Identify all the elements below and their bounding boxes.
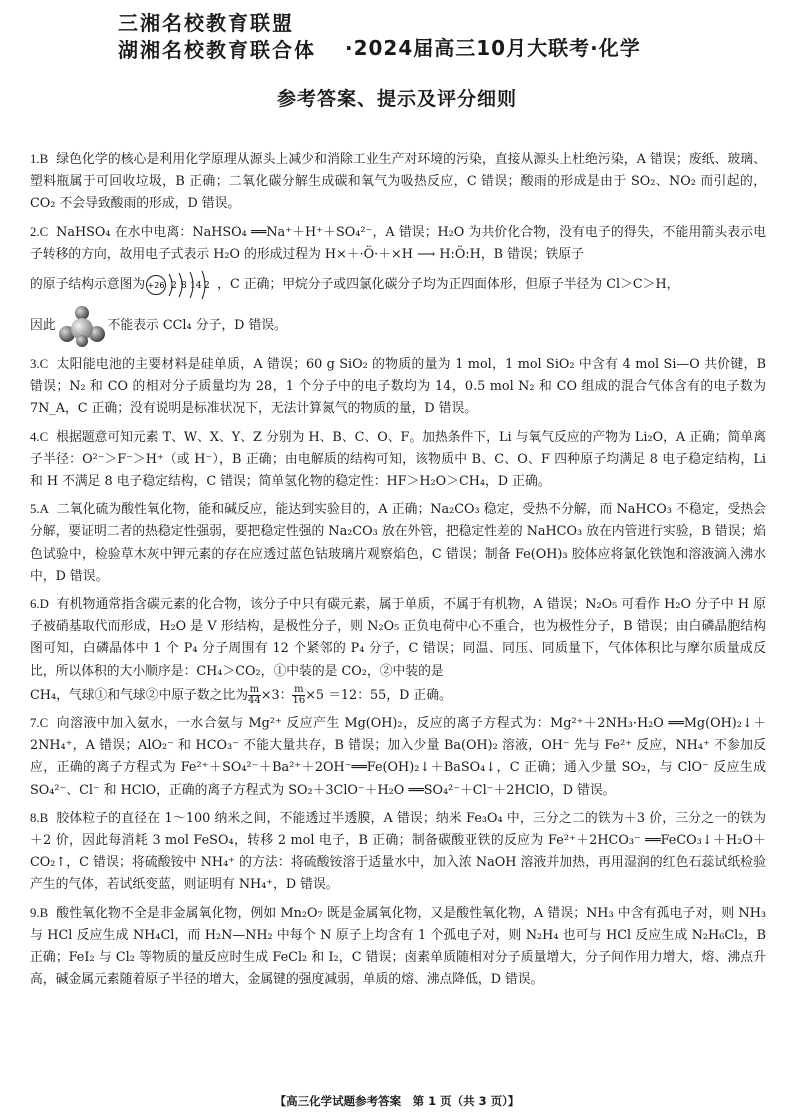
nucleus-label: +26	[147, 281, 165, 291]
answer-5	[30, 498, 766, 588]
iron-atom-structure-diagram	[145, 268, 217, 302]
answer-text: 胶体粒子的直径在 1～100 纳米之间，不能透过半透膜，A 错误；纳米 Fe₃O₄ 中，三分之二的铁为＋3 价，三分之一的铁为＋2 价，因此每消耗 3 mol FeSO₄，转移 2 mol 电子，B 正确；制备碳酸亚铁的反应为 Fe²⁺＋2HCO₃⁻ ══FeCO₃↓＋H₂O＋CO₂↑，C 错误；将硫酸铵中 NH₄⁺ 的方法：将硫酸铵溶于适量水中，加入浓 NaOH 溶液并加热，再用湿润的红色石蕊试纸检验产生的气体，若试纸变蓝，则证明有 NH₄⁺，D 错误。	[30, 810, 766, 893]
answer-8	[30, 807, 766, 897]
answer-number: 3.C	[30, 357, 49, 372]
svg-text:2: 2	[204, 281, 210, 292]
answer-4	[30, 426, 766, 494]
org-name-1: 三湘名校教育联盟	[118, 11, 294, 35]
answer-text: NaHSO₄ 在水中电离：NaHSO₄ ══Na⁺＋H⁺＋SO₄²⁻，A 错误；H₂O 为共价化合物，没有电子的得失，不能用箭头表示电子转移的方向，故用电子式表示 H₂O 的形成过程为 H×＋·Ö·＋×H ⟶ H:Ö:H，B 错误；铁原子	[30, 224, 766, 262]
organization-names	[118, 10, 316, 64]
fraction-m-16: $\frac{m}{16}$	[292, 684, 306, 707]
org-name-2: 湖湘名校教育联合体	[118, 38, 316, 62]
answer-text: 根据题意可知元素 T、W、X、Y、Z 分别为 H、B、C、O、F。加热条件下，Li 与氧气反应的产物为 Li₂O，A 正确；简单离子半径：O²⁻＞F⁻＞H⁺（或 H⁻），B 正确；由电解质的结构可知，该物质中 B、C、O、F 四种原子均满足 8 电子稳定结构，Li 和 H 不满足 8 电子稳定结构，C 错误；简单氢化物的稳定性：HF＞H₂O＞CH₄，D 正确。	[30, 429, 766, 490]
answer-number: 5.A	[30, 502, 49, 517]
methane-ball-model-image	[56, 304, 108, 348]
exam-title: ·2024届高三10月大联考·化学	[345, 36, 641, 60]
answer-2: 2.C NaHSO₄ 在水中电离：NaHSO₄ ══Na⁺＋H⁺＋SO₄²⁻，A 错误；H₂O 为共价化合物，没有电子的得失，不能用箭头表示电子转移的方向，故用电子式表示 H₂O 的形成过程为 H×＋·Ö·＋×H ⟶ H:Ö:H，B 错误；铁原子 的原子结构示意图为 +26 2 8 14 2 ，C 正确；甲烷分子或四氯化碳分子均为正四面体形，但原子半径为 Cl＞C＞H， 因此 不能表示 CCl₄ 分子，D 错误。	[30, 221, 766, 348]
answer-text: 二氧化硫为酸性氧化物，能和碱反应，能达到实验目的，A 正确；Na₂CO₃ 稳定，受热不分解，而 NaHCO₃ 不稳定，受热会分解，要证明二者的热稳定性强弱，要把稳定性强的 Na₂CO₃ 放在外管，把稳定性差的 NaHCO₃ 放在内管进行实验，B 错误；焰色试验中，检验草木灰中钾元素的存在应透过蓝色钴玻璃片观察焰色，C 错误；制备 Fe(OH)₃ 胶体应将氯化铁饱和溶液滴入沸水中，D 错误。	[30, 502, 766, 584]
answer-number: 8.B	[30, 810, 49, 825]
answer-number: 2.C	[30, 224, 49, 239]
answer-number: 6.D	[30, 597, 49, 612]
svg-text:2: 2	[171, 281, 177, 292]
answer-number: 9.B	[30, 905, 49, 920]
answer-text: 绿色化学的核心是利用化学原理从源头上减少和消除工业生产对环境的污染，直接从源头上杜绝污染，A 错误；废纸、玻璃、塑料瓶属于可回收垃圾，B 正确；二氧化碳分解生成碳和氧气为吸热反应，C 错误；酸雨的形成是由于 SO₂、NO₂ 而引起的，CO₂ 不会导致酸雨的形成，D 错误。	[30, 152, 766, 212]
answer-text: 酸性氧化物不全是非金属氧化物，例如 Mn₂O₇ 既是金属氧化物，又是酸性氧化物，A 错误；NH₃ 中含有孤电子对，则 NH₃ 与 HCl 反应生成 NH₄Cl，而 H₂N—NH₂ 中每个 N 原子上均含有 1 个孤电子对，则 N₂H₄ 也可与 HCl 反应生成 N₂H₆Cl₂，B 正确；FeI₂ 与 Cl₂ 等物质的量反应时生成 FeCl₂ 和 I₂，C 错误；卤素单质随相对分子质量增大，分子间作用力增大，熔、沸点升高，碱金属元素随着原子半径的增大，金属键的强度减弱，单质的熔、沸点降低，D 错误。	[30, 905, 766, 988]
svg-text:14: 14	[190, 281, 202, 292]
answer-1	[30, 148, 766, 216]
answer-3	[30, 353, 766, 421]
answer-9	[30, 902, 766, 992]
answers-body	[30, 148, 766, 997]
answer-text: 太阳能电池的主要材料是硅单质，A 错误；60 g SiO₂ 的物质的量为 1 mol，1 mol SiO₂ 中含有 4 mol Si—O 共价键，B 错误；N₂ 和 CO 的相对分子质量均为 28，1 个分子中的电子数均为 14，0.5 mol N₂ 和 CO 组成的混合气体含有的电子数为 7N_A，C 正确；没有说明是标准状况下，无法计算氮气的物质的量，D 错误。	[30, 357, 766, 417]
svg-text:8: 8	[181, 281, 187, 292]
answer-6: 6.D 有机物通常指含碳元素的化合物，该分子中只有碳元素，属于单质，不属于有机物，A 错误；N₂O₅ 可看作 H₂O 分子中 H 原子被硝基取代而形成，H₂O 是 V 形结构，是极性分子，则 N₂O₅ 正负电荷中心不重合，也为极性分子，B 错误；由白磷晶胞结构图可知，白磷晶体中 1 个 P₄ 分子周围有 12 个紧邻的 P₄ 分子，C 错误；同温、同压、同质量下，气体体积比与摩尔质量成反比，所以体积的大小顺序是：CH₄＞CO₂，①中装的是 CO₂，②中装的是 CH₄，气球①和气球②中原子数之比为 $\frac{m}{44}$ ×3： $\frac{m}{16}$ ×5 ＝12：55，D 正确。	[30, 597, 766, 707]
answer-text: 向溶液中加入氨水，一水合氨与 Mg²⁺ 反应产生 Mg(OH)₂，反应的离子方程式为：Mg²⁺＋2NH₃·H₂O ══Mg(OH)₂↓＋2NH₄⁺，A 错误；AlO₂⁻ 和 HCO₃⁻ 不能大量共存，B 错误；加入少量 Ba(OH)₂ 溶液，OH⁻ 先与 Fe²⁺ 反应，NH₄⁺ 不参加反应，正确的离子方程式为 Fe²⁺＋SO₄²⁻＋Ba²⁺＋2OH⁻══Fe(OH)₂↓＋BaSO₄↓，C 正确；通入少量 SO₂，与 ClO⁻ 反应生成 SO₄²⁻、Cl⁻ 和 HClO，正确的离子方程式为 SO₂＋3ClO⁻＋H₂O ══SO₄²⁻＋Cl⁻＋2HClO，D 错误。	[30, 716, 766, 798]
answer-text: 有机物通常指含碳元素的化合物，该分子中只有碳元素，属于单质，不属于有机物，A 错误；N₂O₅ 可看作 H₂O 分子中 H 原子被硝基取代而形成，H₂O 是 V 形结构，是极性分子，则 N₂O₅ 正负电荷中心不重合，也为极性分子，B 错误；由白磷晶胞结构图可知，白磷晶体中 1 个 P₄ 分子周围有 12 个紧邻的 P₄ 分子，C 错误；同温、同压、同质量下，气体体积比与摩尔质量成反比，所以体积的大小顺序是：CH₄＞CO₂，①中装的是 CO₂，②中装的是	[30, 597, 766, 679]
fraction-m-44: $\frac{m}{44}$	[248, 684, 261, 707]
answer-7	[30, 712, 766, 802]
page-footer: 【高三化学试题参考答案 第 1 页（共 3 页）】	[274, 1094, 520, 1108]
answer-number: 4.C	[30, 429, 49, 444]
answer-number: 7.C	[30, 716, 49, 731]
answer-number: 1.B	[30, 152, 49, 166]
page-subtitle: 参考答案、提示及评分细则	[276, 88, 517, 110]
